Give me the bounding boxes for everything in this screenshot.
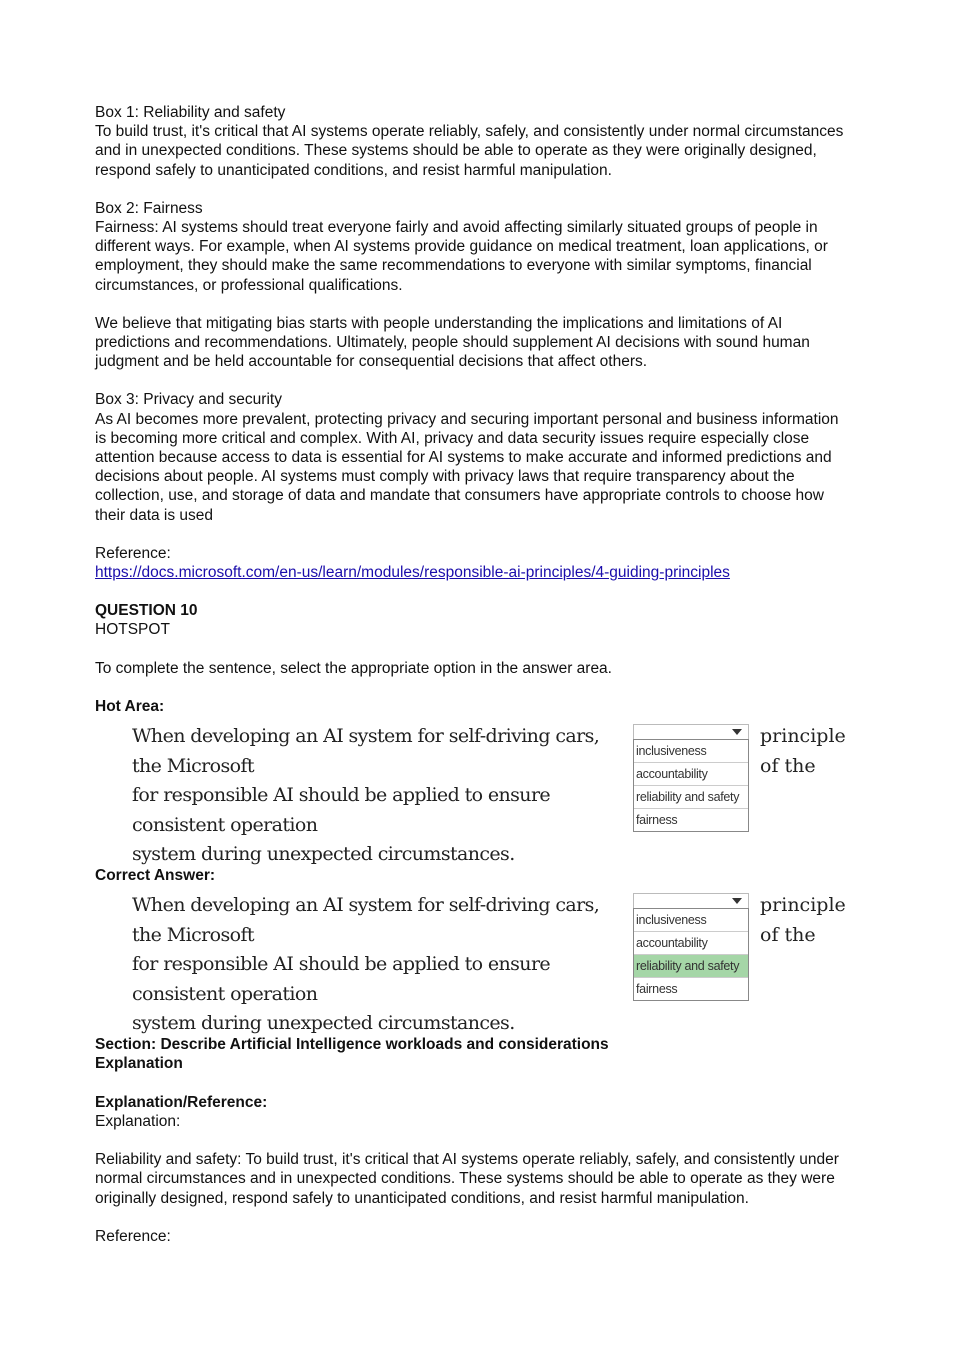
section-label: Section: Describe Artificial Intelligence workloads and considerations xyxy=(95,1036,609,1054)
sentence-line: system during unexpected circumstances. xyxy=(132,1012,515,1035)
correct-answer-label: Correct Answer: xyxy=(95,867,216,885)
box1-title: Box 1: Reliability and safety xyxy=(95,104,286,121)
question-instruction: To complete the sentence, select the appropriate option in the answer area. xyxy=(95,659,612,677)
sentence-right-line: principle xyxy=(760,894,846,917)
sentence-right-line: principle xyxy=(760,725,846,748)
box1-line: respond safely to unanticipated conditions, and resist harmful manipulation. xyxy=(95,161,612,179)
sentence-line: When developing an AI system for self-driving cars, the Microsoft xyxy=(132,725,600,777)
box1-line: and in unexpected conditions. These systems should be able to operate as they were originally designed, xyxy=(95,142,817,160)
reference-label: Reference: xyxy=(95,544,171,562)
explanation-line: originally designed, respond safely to unanticipated conditions, and resist harmful manipulation. xyxy=(95,1189,749,1207)
box1-line: To build trust, it's critical that AI systems operate reliably, safely, and consistently under normal circumstances xyxy=(95,123,844,141)
dropdown-header[interactable] xyxy=(633,724,749,739)
reference2-label: Reference: xyxy=(95,1227,171,1245)
box2-para2-line: We believe that mitigating bias starts with people understanding the implications and limitations of AI xyxy=(95,314,783,332)
dropdown-header[interactable] xyxy=(633,893,749,908)
dropdown-option[interactable]: inclusiveness xyxy=(634,909,748,932)
hot-area-sentence-right xyxy=(760,722,846,781)
box2-para2-line: predictions and recommendations. Ultimately, people should supplement AI decisions with sound human xyxy=(95,334,810,352)
box3-line: attention because access to data is essential for AI systems to make accurate and informed predictions and xyxy=(95,449,832,467)
explanation-line: Reliability and safety: To build trust, it's critical that AI systems operate reliably, safely, and consistently under xyxy=(95,1151,839,1169)
explanation-heading: Explanation xyxy=(95,1055,183,1073)
sentence-line: system during unexpected circumstances. xyxy=(132,843,515,866)
box2-title: Box 2: Fairness xyxy=(95,199,203,217)
chevron-down-icon[interactable] xyxy=(732,898,742,904)
dropdown-options xyxy=(633,739,749,832)
hot-area-label: Hot Area: xyxy=(95,697,165,715)
dropdown-option[interactable]: fairness xyxy=(636,813,678,828)
box3-line: collection, use, and storage of data and mandate that consumers have appropriate controls to choose how xyxy=(95,487,824,505)
dropdown-option[interactable]: reliability and safety xyxy=(634,786,748,809)
dropdown-option[interactable]: fairness xyxy=(636,982,678,997)
question-type: HOTSPOT xyxy=(95,621,170,639)
hot-area xyxy=(95,722,875,866)
box2-line: circumstances, or professional qualifications. xyxy=(95,276,403,294)
box2-line: employment, they should make the same recommendations to everyone with similar symptoms, financial xyxy=(95,257,812,275)
correct-answer-area xyxy=(95,891,875,1035)
answer-dropdown[interactable] xyxy=(633,724,749,832)
box3-line: decisions about people. AI systems must comply with privacy laws that require transparency about the xyxy=(95,468,795,486)
document-body xyxy=(95,103,875,1246)
explanation-label: Explanation: xyxy=(95,1112,181,1130)
dropdown-option[interactable]: inclusiveness xyxy=(634,740,748,763)
dropdown-option[interactable]: accountability xyxy=(634,932,748,955)
dropdown-options xyxy=(633,908,749,1001)
dropdown-option[interactable]: accountability xyxy=(634,763,748,786)
explanation-reference-heading: Explanation/Reference: xyxy=(95,1093,268,1111)
sentence-line: for responsible AI should be applied to ensure consistent operation xyxy=(132,953,551,1005)
sentence-right-line: of the xyxy=(760,923,816,946)
sentence-line: When developing an AI system for self-driving cars, the Microsoft xyxy=(132,894,600,946)
question-title: QUESTION 10 xyxy=(95,602,198,620)
chevron-down-icon[interactable] xyxy=(732,729,742,735)
box2-line: different ways. For example, when AI systems provide guidance on medical treatment, loan applications, or xyxy=(95,238,828,256)
box2-para2-line: judgment and be held accountable for consequential decisions that affect others. xyxy=(95,353,648,371)
explanation-line: normal circumstances and in unexpected conditions. These systems should be able to operate as they were xyxy=(95,1170,835,1188)
correct-answer-dropdown[interactable] xyxy=(633,893,749,1001)
reference-link[interactable]: https://docs.microsoft.com/en-us/learn/modules/responsible-ai-principles/4-guiding-principles xyxy=(95,564,730,582)
correct-answer-sentence xyxy=(132,891,627,1039)
box3-title: Box 3: Privacy and security xyxy=(95,391,282,409)
hot-area-sentence xyxy=(132,722,627,870)
correct-answer-sentence-right xyxy=(760,891,846,950)
sentence-right-line: of the xyxy=(760,754,816,777)
box2-line: Fairness: AI systems should treat everyone fairly and avoid affecting similarly situated groups of people in xyxy=(95,219,818,237)
dropdown-option-selected[interactable]: reliability and safety xyxy=(634,955,748,978)
box3-line: their data is used xyxy=(95,506,214,524)
box3-line: As AI becomes more prevalent, protecting privacy and securing important personal and business information xyxy=(95,410,839,428)
sentence-line: for responsible AI should be applied to ensure consistent operation xyxy=(132,784,551,836)
box3-line: is becoming more critical and complex. With AI, privacy and data security issues require especially close xyxy=(95,429,810,447)
